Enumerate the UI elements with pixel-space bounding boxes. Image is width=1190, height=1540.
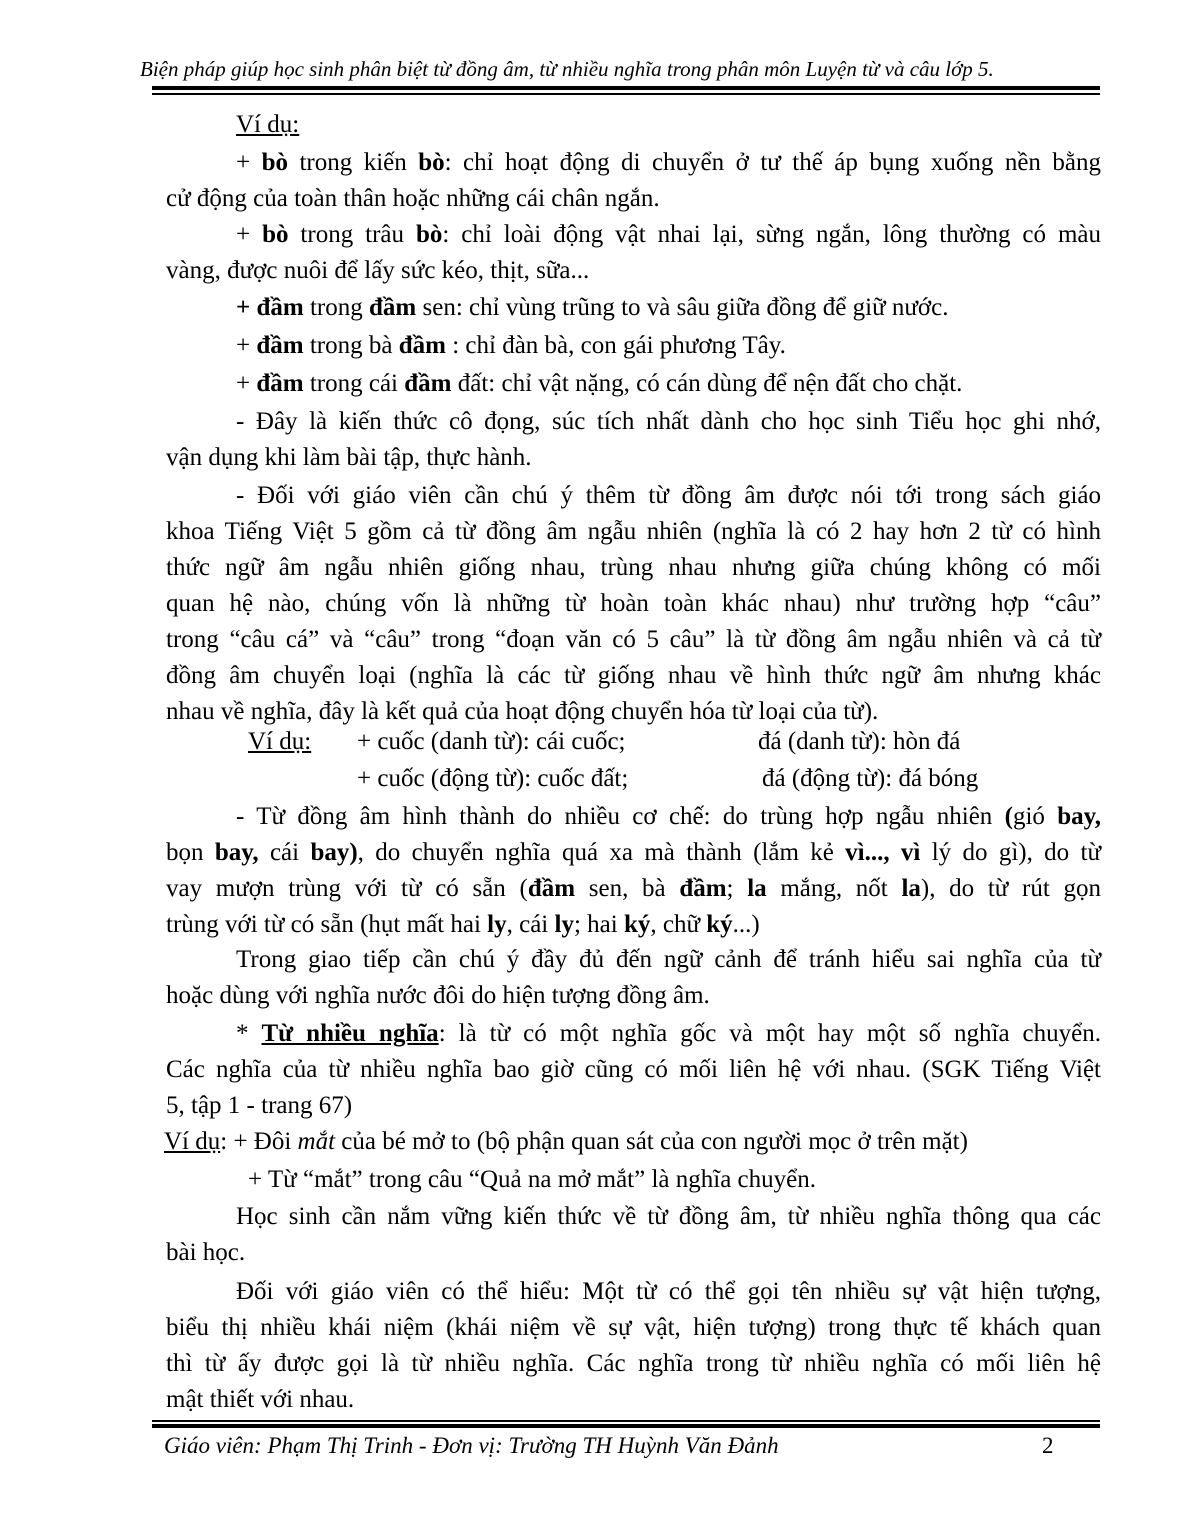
dam-lake: + đầm trong đầm sen: chỉ vùng trũng to và sâu giữa đồng để giữ nước. xyxy=(236,294,949,321)
bo-cow-line2: vàng, được nuôi để lấy sức kéo, thịt, sữa... xyxy=(166,257,590,284)
dam-woman: + đầm trong bà đầm : chỉ đàn bà, con gái phương Tây. xyxy=(236,332,786,359)
students-line1: Học sinh cần nắm vững kiến thức về từ đồng âm, từ nhiều nghĩa thông qua các xyxy=(236,1203,1101,1230)
example2-label: Ví dụ: xyxy=(248,728,312,755)
dam-tamper: + đầm trong cái đầm đất: chỉ vật nặng, có cán dùng để nện đất cho chặt. xyxy=(236,370,963,397)
bo-cow-line1: + bò trong trâu bò: chỉ loài động vật nhai lại, sừng ngắn, lông thường có màu xyxy=(236,221,1101,248)
teacher-note-line: khoa Tiếng Việt 5 gồm cả từ đồng âm ngẫu nhiên (nghĩa là có 2 hay hơn 2 từ có hình xyxy=(166,518,1101,545)
students-line2: bài học. xyxy=(166,1239,246,1266)
example-label: Ví dụ: xyxy=(236,111,300,138)
bo-crawl-line1: + bò trong kiến bò: chỉ hoạt động di chuyển ở tư thế áp bụng xuống nền bằng xyxy=(236,149,1101,176)
polysemy-line2: Các nghĩa của từ nhiều nghĩa bao giờ cũng có mối liên hệ với nhau. (SGK Tiếng Việt xyxy=(166,1056,1101,1083)
polysemy-line1: * Từ nhiều nghĩa: là từ có một nghĩa gốc và một hay một số nghĩa chuyển. xyxy=(236,1020,1101,1047)
teacher-note-line: nhau về nghĩa, đây là kết quả của hoạt động chuyển hóa từ loại của từ). xyxy=(166,698,879,725)
example3-row1: Ví dụ: + Đôi mắt của bé mở to (bộ phận quan sát của con người mọc ở trên mặt) xyxy=(164,1128,968,1155)
footer-rule-thick xyxy=(152,1424,1100,1428)
example2-row1-left: + cuốc (danh từ): cái cuốc; xyxy=(357,728,626,755)
header-rule-thick xyxy=(152,86,1100,90)
teacher-note-line: thức ngữ âm ngẫu nhiên giống nhau, trùng nhau nhưng giữa chúng không có mối xyxy=(166,554,1101,581)
page-number: 2 xyxy=(1042,1433,1054,1458)
bo-crawl-line2: cử động của toàn thân hoặc những cái chân ngắn. xyxy=(166,185,660,212)
teachers-line3: thì từ ấy được gọi là từ nhiều nghĩa. Các nghĩa trong từ nhiều nghĩa có mối liên hệ xyxy=(166,1350,1101,1377)
teachers-line4: mật thiết với nhau. xyxy=(166,1386,355,1413)
teachers-line2: biểu thị nhiều khái niệm (khái niệm về sự vật, hiện tượng) trong thực tế khách quan xyxy=(166,1314,1101,1341)
example2-row1-right: đá (danh từ): hòn đá xyxy=(758,728,961,755)
teacher-note-line: đồng âm chuyển loại (nghĩa là các từ giống nhau về hình thức ngữ âm nhưng khác xyxy=(166,662,1101,689)
running-header: Biện pháp giúp học sinh phân biệt từ đồng âm, từ nhiều nghĩa trong phân môn Luyện từ và câu lớp 5. xyxy=(140,57,994,81)
footer-rule-thin xyxy=(152,1420,1100,1422)
polysemy-line3: 5, tập 1 - trang 67) xyxy=(166,1092,353,1119)
mechanisms-line4: trùng với từ có sẵn (hụt mất hai ly, cái ly; hai ký, chữ ký...) xyxy=(166,911,760,938)
mechanisms-line3: vay mượn trùng với từ có sẵn (đầm sen, bà đầm; la mắng, nốt la), do từ rút gọn xyxy=(166,875,1102,902)
teacher-note-line: trong “câu cá” và “câu” trong “đoạn văn có 5 câu” là từ đồng âm ngẫu nhiên và cả từ xyxy=(166,626,1101,653)
teachers-line1: Đối với giáo viên có thể hiểu: Một từ có thể gọi tên nhiều sự vật hiện tượng, xyxy=(236,1278,1101,1305)
example2-row2-left: + cuốc (động từ): cuốc đất; xyxy=(357,765,629,792)
knowledge-line2: vận dụng khi làm bài tập, thực hành. xyxy=(166,444,532,471)
communication-line2: hoặc dùng với nghĩa nước đôi do hiện tượng đồng âm. xyxy=(166,982,710,1009)
mechanisms-line1: - Từ đồng âm hình thành do nhiều cơ chế: do trùng hợp ngẫu nhiên (gió bay, xyxy=(236,803,1101,830)
teacher-note-line: quan hệ nào, chúng vốn là những từ hoàn toàn khác nhau) như trường hợp “câu” xyxy=(166,590,1101,617)
mechanisms-line2: bọn bay, cái bay), do chuyển nghĩa quá xa mà thành (lắm kẻ vì..., vì lý do gì), do từ xyxy=(166,839,1102,866)
knowledge-line1: - Đây là kiến thức cô đọng, súc tích nhất dành cho học sinh Tiểu học ghi nhớ, xyxy=(236,408,1101,435)
example2-row2-right: đá (động từ): đá bóng xyxy=(762,765,979,792)
communication-line1: Trong giao tiếp cần chú ý đầy đủ đến ngữ cảnh để tránh hiểu sai nghĩa của từ xyxy=(236,946,1101,973)
example3-row2: + Từ “mắt” trong câu “Quả na mở mắt” là nghĩa chuyển. xyxy=(248,1166,816,1193)
running-footer: Giáo viên: Phạm Thị Trinh - Đơn vị: Trường TH Huỳnh Văn Đảnh xyxy=(164,1433,779,1458)
teacher-note-line: - Đối với giáo viên cần chú ý thêm từ đồng âm được nói tới trong sách giáo xyxy=(236,482,1101,509)
header-rule-thin xyxy=(152,93,1100,95)
